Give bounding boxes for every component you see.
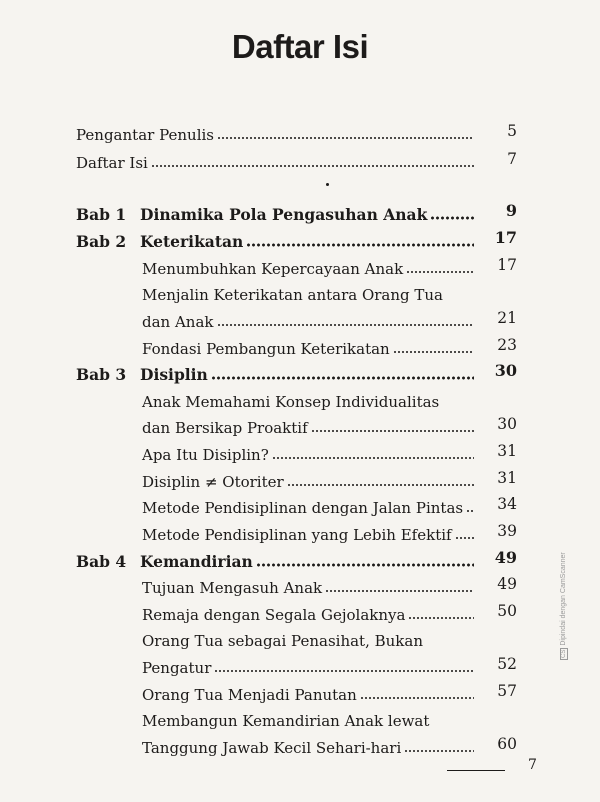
toc-section[interactable] (0, 602, 600, 628)
dot-leader (325, 589, 474, 593)
dot-leader (408, 616, 474, 620)
toc-page-number: 31 (497, 469, 517, 487)
toc-section-line (142, 522, 474, 548)
dot-leader (246, 243, 474, 247)
toc-section-label: Fondasi Pembangun Keterikatan (142, 340, 390, 358)
dot-leader (360, 696, 474, 700)
toc-entry-label: Pengantar Penulis (76, 126, 214, 144)
toc-page-number: 5 (507, 122, 517, 140)
toc-chapter-3[interactable] (0, 362, 600, 388)
dot-leader (256, 563, 474, 567)
toc-section-line (142, 336, 474, 362)
toc-entry-daftar-isi[interactable] (0, 150, 600, 176)
dot-leader (211, 376, 474, 380)
toc-section-label: Apa Itu Disiplin? (142, 446, 269, 464)
toc-page-number: 30 (497, 415, 517, 433)
toc-section-line (142, 602, 474, 628)
toc-section-line (142, 469, 474, 495)
dot-leader (272, 456, 474, 460)
toc-section-label: Metode Pendisiplinan dengan Jalan Pintas (142, 499, 464, 517)
toc-page-number: 60 (497, 735, 517, 753)
footer-rule (447, 770, 505, 771)
toc-section-label: Tujuan Mengasuh Anak (142, 579, 323, 597)
toc-page-number: 50 (497, 602, 517, 620)
chapter-title-line (140, 549, 474, 575)
toc-entry-pengantar[interactable] (0, 122, 600, 148)
toc-section-line (142, 655, 474, 681)
toc-section-line (142, 415, 474, 441)
toc-section-line (142, 495, 474, 521)
dot-leader (311, 429, 474, 433)
toc-page-number: 7 (507, 150, 517, 168)
chapter-number: Bab 2 (76, 232, 127, 251)
page-number: 7 (528, 757, 537, 773)
dot-leader (287, 483, 474, 487)
dot-leader (455, 536, 474, 540)
dot-leader (430, 216, 474, 220)
toc-section[interactable] (0, 735, 600, 761)
dot-leader (466, 509, 474, 513)
toc-section-line (142, 309, 474, 335)
scanner-watermark (560, 520, 568, 660)
toc-section[interactable] (0, 256, 600, 282)
toc-section-label: Menumbuhkan Kepercayaan Anak (142, 260, 404, 278)
dot-leader (151, 164, 474, 168)
chapter-title-line (140, 202, 474, 228)
dot-leader (217, 323, 475, 327)
toc-section-label: Tanggung Jawab Kecil Sehari-hari (142, 739, 402, 757)
chapter-title: Disiplin (140, 365, 208, 384)
toc-section-label: Anak Memahami Konsep Individualitas (142, 393, 440, 411)
chapter-number: Bab 1 (76, 205, 127, 224)
dot-leader (217, 136, 474, 140)
chapter-page-number: 9 (505, 201, 517, 220)
toc-page-number: 52 (497, 655, 517, 673)
toc-entry-line (76, 122, 474, 148)
toc-section-label: Orang Tua sebagai Penasihat, Bukan (142, 632, 423, 650)
toc-entry-label: Daftar Isi (76, 154, 148, 172)
camscanner-icon: CS (561, 649, 567, 658)
toc-section-label: Membangun Kemandirian Anak lewat (142, 712, 430, 730)
toc-page-number: 23 (497, 336, 517, 354)
chapter-title: Dinamika Pola Pengasuhan Anak (140, 205, 428, 224)
toc-entry-line (76, 150, 474, 176)
dot-leader (406, 270, 474, 274)
toc-section-label: Disiplin ≠ Otoriter (142, 473, 284, 491)
chapter-number: Bab 4 (76, 552, 127, 571)
chapter-title: Kemandirian (140, 552, 253, 571)
scanner-watermark-text: Dipindai dengan CamScanner (560, 552, 567, 646)
page-title: Daftar Isi (231, 28, 369, 65)
toc-section-line (142, 256, 474, 282)
chapter-title-line (140, 362, 474, 388)
toc-section-label: Metode Pendisiplinan yang Lebih Efektif (142, 526, 452, 544)
chapter-title-line (140, 229, 474, 255)
toc-page-number: 49 (497, 575, 517, 593)
toc-section-line (142, 735, 474, 761)
toc-section-label: dan Bersikap Proaktif (142, 419, 308, 437)
toc-section-line (142, 575, 474, 601)
chapter-number: Bab 3 (76, 365, 127, 384)
toc-page-number: 31 (497, 442, 517, 460)
dot-leader (214, 669, 474, 673)
toc-page-number: 17 (497, 256, 517, 274)
toc-section-label: Pengatur (142, 659, 212, 677)
chapter-page-number: 49 (494, 548, 517, 567)
dot-leader (404, 749, 474, 753)
toc-section-label: Orang Tua Menjadi Panutan (142, 686, 357, 704)
chapter-page-number: 30 (494, 361, 517, 380)
toc-section-line (142, 442, 474, 468)
toc-page-number: 57 (497, 682, 517, 700)
chapter-page-number: 17 (494, 228, 517, 247)
toc-page-number: 21 (497, 309, 517, 327)
toc-section-line (142, 682, 474, 708)
dot-leader (393, 350, 474, 354)
chapter-title: Keterikatan (140, 232, 244, 251)
toc-section-label: Menjalin Keterikatan antara Orang Tua (142, 286, 444, 304)
toc-page-number: 34 (497, 495, 517, 513)
toc-section-label: dan Anak (142, 313, 214, 331)
toc-section[interactable] (0, 682, 600, 708)
ink-dot (326, 183, 329, 186)
toc-section-label: Remaja dengan Segala Gejolaknya (142, 606, 406, 624)
toc-page-number: 39 (497, 522, 517, 540)
